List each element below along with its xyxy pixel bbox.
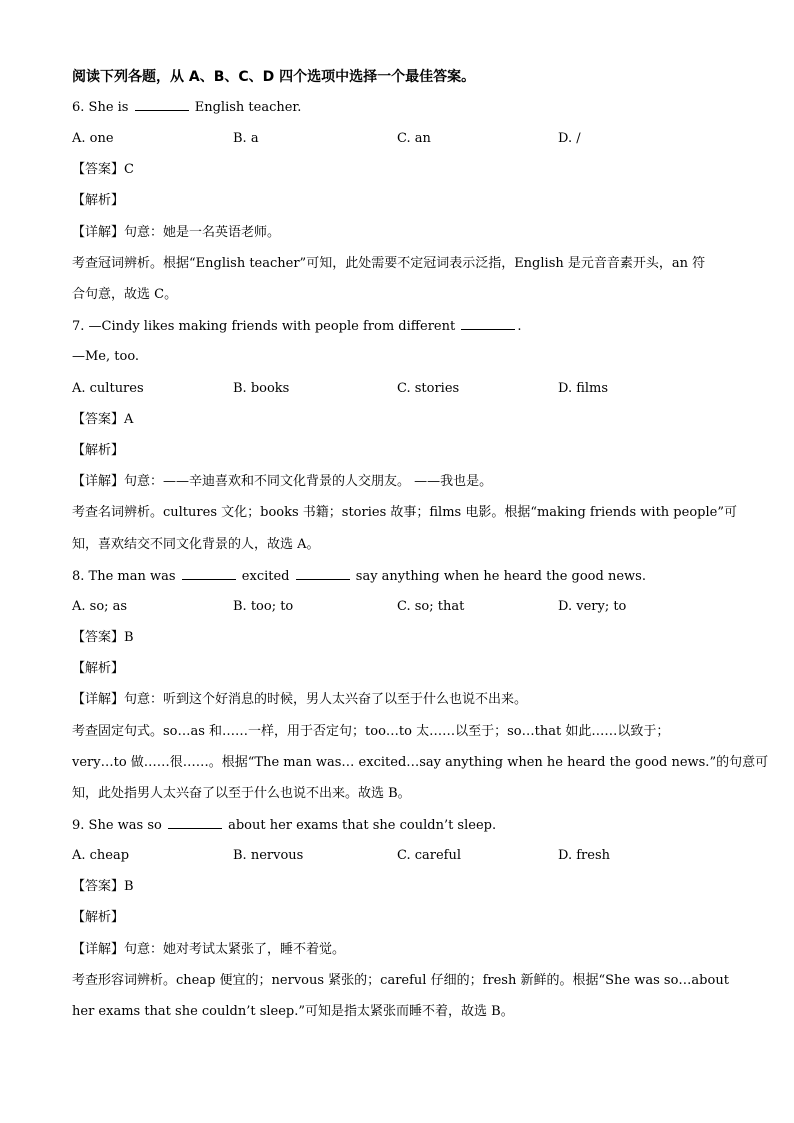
answer-blank (182, 567, 236, 580)
option-a: A. cultures (72, 381, 144, 396)
explanation-line: 考查名词辨析。cultures 文化；books 书籍；stories 故事；films 电影。根据“making friends with people”可 (72, 505, 737, 520)
question-text: about her exams that she couldn’t sleep. (223, 818, 497, 833)
question-text: excited (237, 569, 294, 584)
detail-text: 【详解】句意：听到这个好消息的时候，男人太兴奋了以至于什么也说不出来。 (72, 692, 528, 707)
analysis-label: 【解析】 (72, 661, 125, 676)
explanation-line: 知，此处指男人太兴奋了以至于什么也说不出来。故选 B。 (72, 786, 411, 801)
explanation-line: 考查冠词辨析。根据“English teacher”可知，此处需要不定冠词表示泛指，English 是元音音素开头，an 符 (72, 256, 706, 271)
option-d: D. / (558, 131, 581, 146)
question-text: 7. —Cindy likes making friends with people from different (72, 319, 460, 334)
option-a: A. cheap (72, 848, 130, 863)
question-response: —Me, too. (72, 349, 140, 364)
answer-blank (135, 98, 189, 111)
answer-blank (296, 567, 350, 580)
question-text: . (517, 319, 522, 334)
explanation-line: very…to 做……很……。根据“The man was… excited…say anything when he heard the good news.”的句意可 (72, 755, 769, 770)
option-d: D. very; to (558, 599, 627, 614)
answer-label: 【答案】B (72, 879, 134, 894)
detail-text: 【详解】句意：她是一名英语老师。 (72, 225, 281, 240)
option-d: D. fresh (558, 848, 610, 863)
option-c: C. an (397, 131, 431, 146)
analysis-label: 【解析】 (72, 193, 125, 208)
option-a: A. so; as (72, 599, 128, 614)
option-b: B. nervous (233, 848, 304, 863)
explanation-line: her exams that she couldn’t sleep.”可知是指太紧张而睡不着，故选 B。 (72, 1004, 514, 1019)
answer-blank (461, 317, 515, 330)
detail-text: 【详解】句意：——辛迪喜欢和不同文化背景的人交朋友。 ——我也是。 (72, 474, 493, 489)
option-b: B. books (233, 381, 290, 396)
explanation-line: 合句意，故选 C。 (72, 287, 178, 302)
explanation-line: 考查形容词辨析。cheap 便宜的；nervous 紧张的；careful 仔细的；fresh 新鲜的。根据“She was so…about (72, 973, 729, 988)
answer-label: 【答案】B (72, 630, 134, 645)
option-c: C. so; that (397, 599, 465, 614)
question-text: 9. She was so (72, 818, 166, 833)
answer-label: 【答案】C (72, 162, 134, 177)
explanation-line: 知，喜欢结交不同文化背景的人，故选 A。 (72, 537, 320, 552)
question-text: 6. She is (72, 100, 133, 115)
answer-blank (168, 816, 222, 829)
analysis-label: 【解析】 (72, 443, 125, 458)
question-9 (72, 816, 496, 835)
option-c: C. careful (397, 848, 462, 863)
option-b: B. a (233, 131, 259, 146)
question-8 (72, 567, 646, 586)
question-text: say anything when he heard the good news. (351, 569, 646, 584)
option-c: C. stories (397, 381, 460, 396)
option-a: A. one (72, 131, 114, 146)
detail-text: 【详解】句意：她对考试太紧张了，睡不着觉。 (72, 942, 346, 957)
question-text: English teacher. (190, 100, 302, 115)
analysis-label: 【解析】 (72, 910, 125, 925)
answer-label: 【答案】A (72, 412, 134, 427)
explanation-line: 考查固定句式。so…as 和……一样，用于否定句；too…to 太……以至于；so…that 如此……以致于； (72, 724, 670, 739)
option-d: D. films (558, 381, 609, 396)
question-text: 8. The man was (72, 569, 180, 584)
question-6 (72, 98, 301, 117)
question-7 (72, 317, 521, 336)
option-b: B. too; to (233, 599, 294, 614)
section-heading: 阅读下列各题，从 A、B、C、D 四个选项中选择一个最佳答案。 (72, 69, 476, 85)
